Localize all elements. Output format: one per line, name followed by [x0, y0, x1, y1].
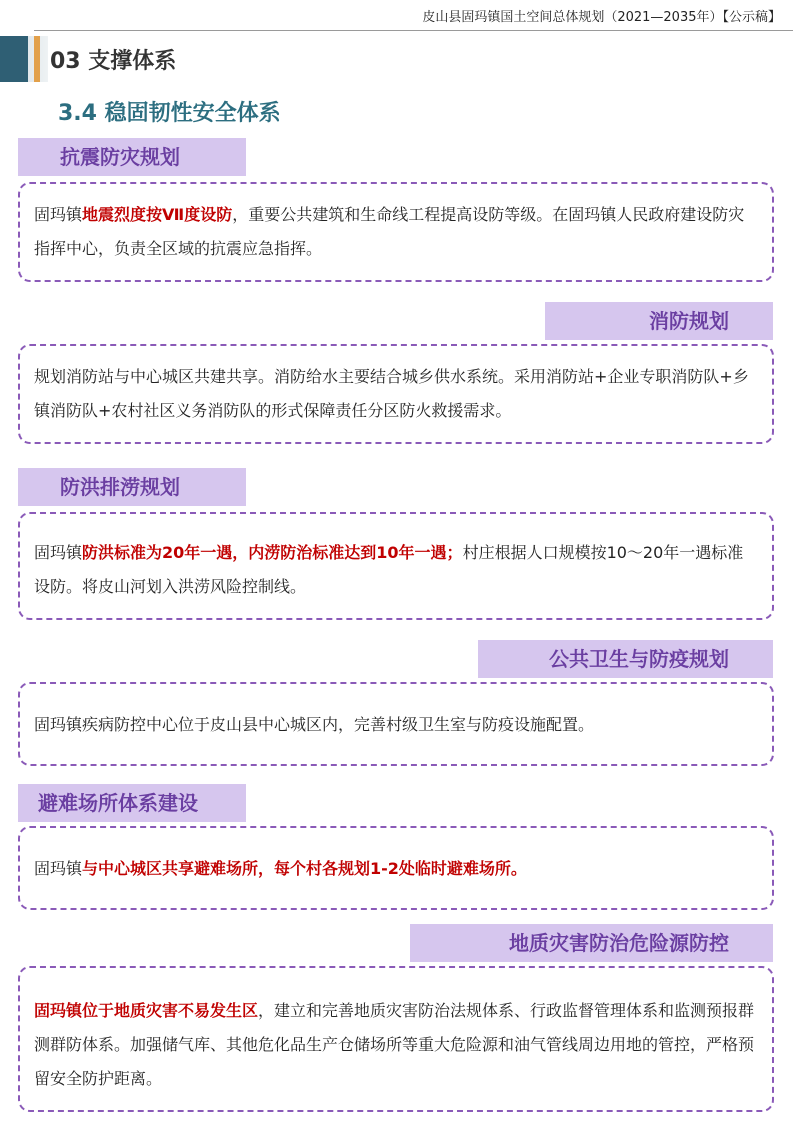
box-flood: [18, 512, 774, 620]
tag-shelter: 避难场所体系建设: [18, 784, 246, 822]
tag-earthquake: 抗震防灾规划: [18, 138, 246, 176]
box-health: [18, 682, 774, 766]
box-geology: [18, 966, 774, 1112]
tag-fire: 消防规划: [545, 302, 773, 340]
section-title: 03 支撑体系: [50, 49, 177, 74]
box-fire: [18, 344, 774, 444]
document-title: 皮山县固玛镇国土空间总体规划（2021—2035年）【公示稿】: [422, 10, 781, 25]
fire-text: 规划消防站与中心城区共建共享。消防给水主要结合城乡供水系统。采用消防站+企业专职消防队+乡镇消防队+农村社区义务消防队的形式保障责任分区防火救援需求。: [34, 367, 749, 420]
geology-text-part2: ，建立和完善地质灾害防治法规体系、行政监督管理体系和监测预报群测群防体系。加强储气库、其他危化品生产仓储场所等重大危险源和油气管线周边用地的管控，严格预留安全防护距离。: [34, 1001, 755, 1088]
health-text: 固玛镇疾病防控中心位于皮山县中心城区内，完善村级卫生室与防疫设施配置。: [34, 715, 595, 734]
box-shelter: [18, 826, 774, 910]
earthquake-text: [34, 198, 758, 266]
subsection-title: 3.4 稳固韧性安全体系: [58, 101, 281, 126]
header-accent-bar: [34, 36, 40, 82]
geology-highlight: 固玛镇位于地质灾害不易发生区: [34, 1001, 259, 1020]
tag-health: 公共卫生与防疫规划: [478, 640, 773, 678]
shelter-text-part1: 固玛镇: [34, 859, 83, 878]
shelter-highlight: 与中心城区共享避难场所，每个村各规划1-2处临时避难场所。: [82, 859, 527, 878]
shelter-text: [34, 852, 758, 886]
earthquake-highlight: 地震烈度按Ⅶ度设防: [82, 205, 233, 224]
header-decoration-dark: [0, 36, 28, 82]
geology-text: [34, 994, 758, 1096]
flood-text-part2: 村庄根据人口规模按10～20年一遇标准设防。将皮山河划入洪涝风险控制线。: [34, 543, 744, 596]
earthquake-text-part1: 固玛镇: [34, 205, 83, 224]
flood-text: [34, 536, 758, 604]
flood-text-part1: 固玛镇: [34, 543, 83, 562]
box-earthquake: [18, 182, 774, 282]
header-divider: [34, 30, 793, 31]
tag-geology: 地质灾害防治危险源防控: [410, 924, 773, 962]
flood-highlight: 防洪标准为20年一遇，内涝防治标准达到10年一遇；: [82, 543, 463, 562]
earthquake-text-part2: ，重要公共建筑和生命线工程提高设防等级。在固玛镇人民政府建设防灾指挥中心，负责全区域的抗震应急指挥。: [34, 205, 745, 258]
tag-flood: 防洪排涝规划: [18, 468, 246, 506]
